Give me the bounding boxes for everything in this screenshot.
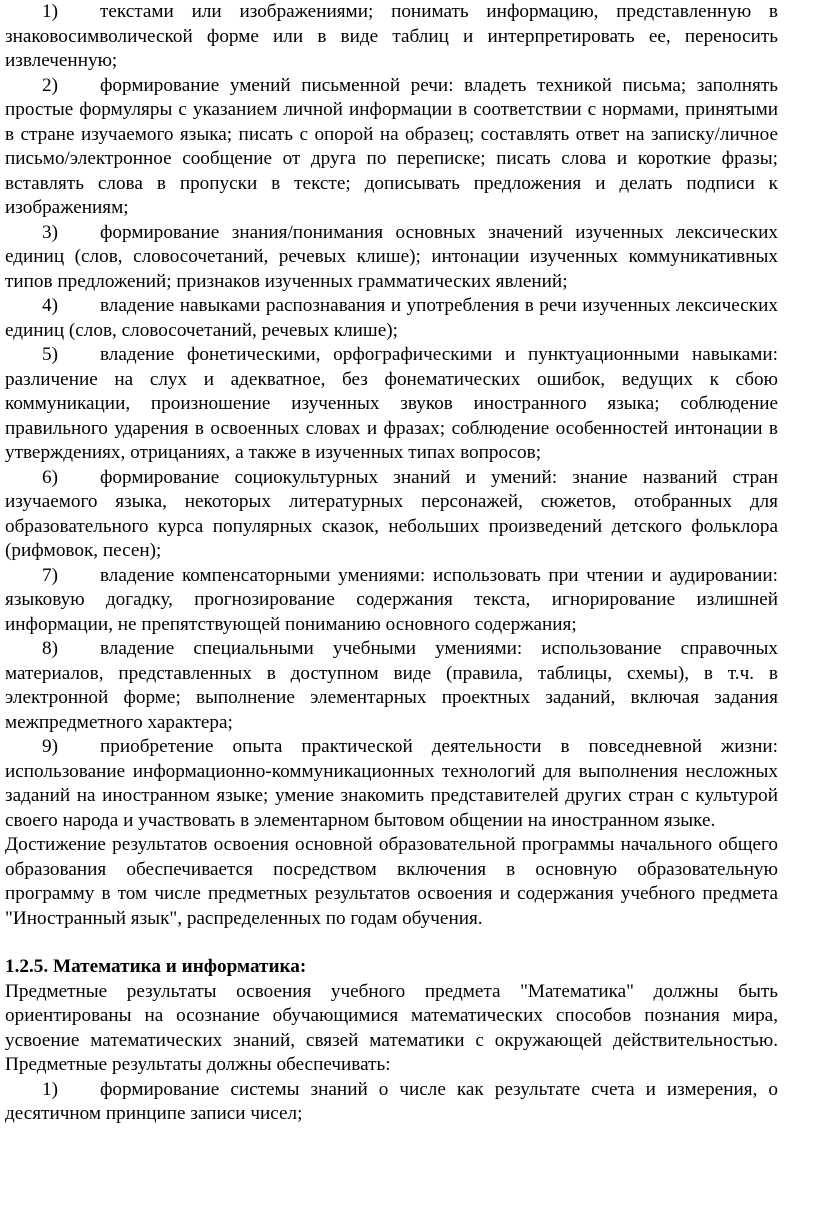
section-heading: 1.2.5. Математика и информатика:	[5, 956, 307, 977]
list-item	[5, 294, 778, 343]
list-item	[5, 74, 778, 221]
item-number: 3)	[42, 221, 58, 243]
item-number: 9)	[42, 736, 58, 757]
item-text: владение навыками распознавания и употребления в речи изученных лексических единиц (слов, словосочетаний, речевых клише);	[5, 295, 778, 341]
item-number: 1)	[42, 1078, 58, 1100]
list-item	[5, 343, 778, 466]
summary-paragraph: Достижение результатов освоения основной образовательной программы начального общего образования обеспечивается посредством включения в основную образовательную программу в том числе предметных результатов освоения и содержания учебного предмета "Иностранный язык", распределенных по годам обучения.	[5, 834, 778, 929]
item-number: 8)	[42, 638, 58, 659]
item-text: формирование системы знаний о числе как результате счета и измерения, о десятичном принципе записи чисел;	[5, 1078, 778, 1124]
list-item	[5, 466, 778, 564]
item-text: приобретение опыта практической деятельности в повседневной жизни: использование информационно-коммуникационных технологий для выполнения несложных заданий на иностранном языке; умение знакомить представителей других стран с культурой своего народа и участвовать в элементарном бытовом общении на иностранном языке.	[5, 736, 778, 831]
item-text: владение фонетическими, орфографическими и пунктуационными навыками: различение на слух и адекватное, без фонематических ошибок, ведущих к сбою коммуникации, произношение изученных звуков иностранного языка; соблюдение правильного ударения в освоенных словах и фразах; соблюдение особенностей интонации в утверждениях, отрицаниях, а также в изученных типах вопросов;	[5, 344, 778, 463]
intro-paragraph: Предметные результаты освоения учебного предмета "Математика" должны быть ориентированы на осознание обучающимися математических способов познания мира, усвоение математических знаний, связей математики с окружающей действительностью. Предметные результаты должны обеспечивать:	[5, 980, 778, 1075]
list-item	[5, 735, 778, 833]
math-results-list	[5, 1078, 778, 1127]
item-text: владение специальными учебными умениями: использование справочных материалов, представленных в доступном виде (правила, таблицы, схемы), в т.ч. в электронной форме; выполнение элементарных проектных заданий, включая задания межпредметного характера;	[5, 638, 778, 733]
item-number: 1)	[42, 1, 58, 22]
item-text: владение компенсаторными умениями: использовать при чтении и аудировании: языковую догадку, прогнозирование содержания текста, игнорирование излишней информации, не препятствующей пониманию основного содержания;	[5, 564, 778, 635]
item-number: 6)	[42, 466, 58, 488]
item-number: 7)	[42, 564, 58, 586]
item-text: формирование знания/понимания основных значений изученных лексических единиц (слов, словосочетаний, речевых клише); интонации изученных коммуникативных типов предложений; признаков изученных грамматических явлений;	[5, 221, 778, 292]
list-item	[5, 637, 778, 735]
item-text: формирование умений письменной речи: владеть техникой письма; заполнять простые формуляры с указанием личной информации в соответствии с нормами, принятыми в стране изучаемого языка; писать с опорой на образец; составлять ответ на записку/личное письмо/электронное сообщение от друга по переписке; писать слова и короткие фразы; вставлять слова в пропуски в тексте; дописывать предложения и делать подписи к изображениям;	[5, 74, 778, 218]
list-item	[5, 221, 778, 295]
item-number: 2)	[42, 74, 58, 96]
item-text: текстами или изображениями; понимать информацию, представленную в знаковосимволической форме или в виде таблиц и интерпретировать ее, переносить извлеченную;	[5, 1, 778, 71]
list-item	[5, 1078, 778, 1127]
item-number: 5)	[42, 344, 58, 365]
foreign-language-results-list	[5, 0, 778, 833]
item-text: формирование социокультурных знаний и умений: знание названий стран изучаемого языка, некоторых литературных персонажей, сюжетов, отобранных для образовательного курса популярных сказок, небольших произведений детского фольклора (рифмовок, песен);	[5, 466, 778, 561]
item-number: 4)	[42, 295, 58, 316]
list-item	[5, 564, 778, 638]
list-item	[5, 0, 778, 74]
